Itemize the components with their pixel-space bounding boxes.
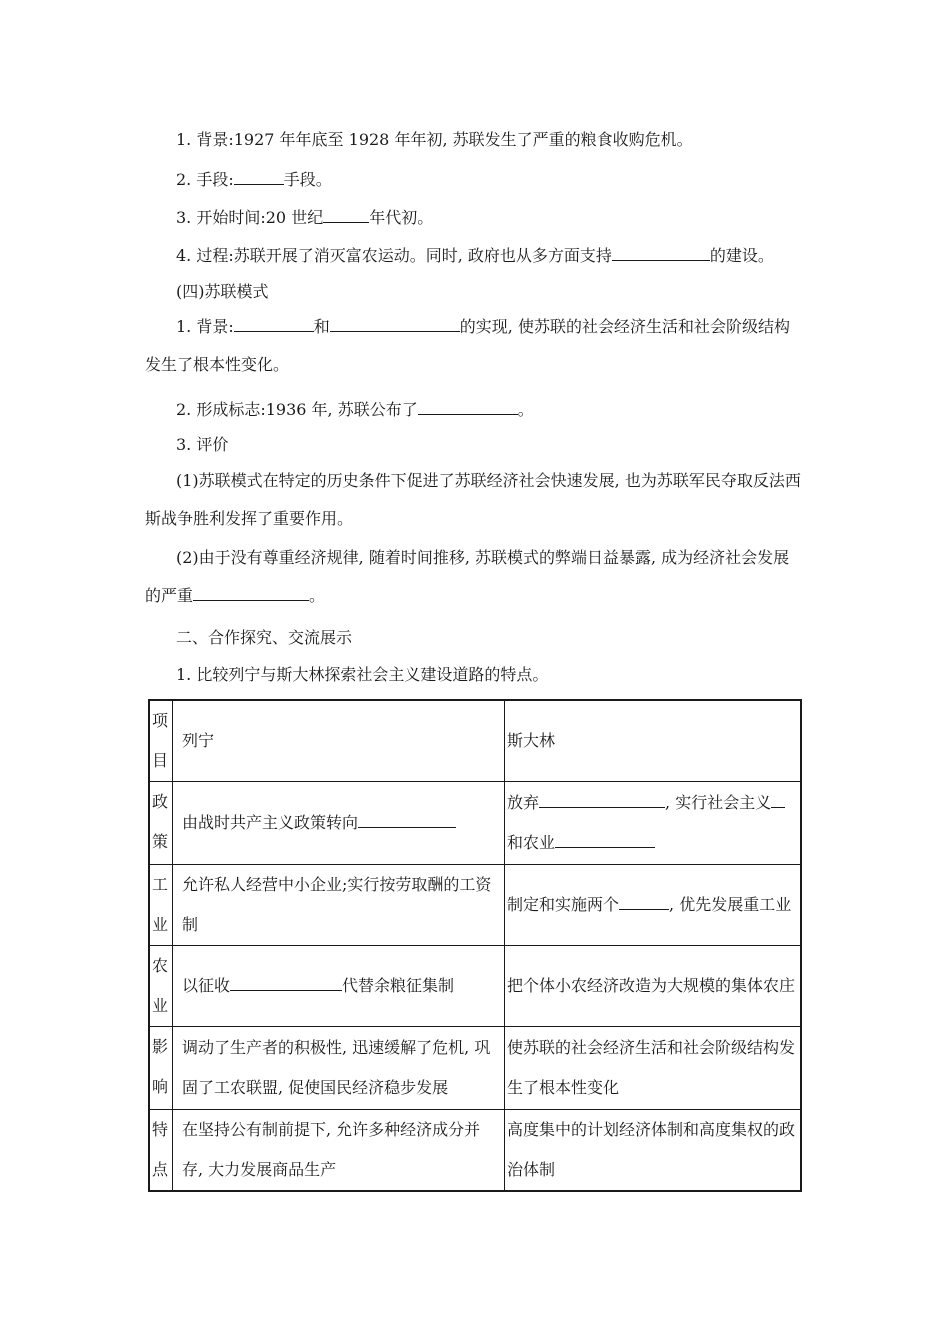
table-row	[149, 782, 801, 865]
fill-blank[interactable]	[612, 243, 710, 261]
table-row	[149, 865, 801, 946]
row-item: 工业	[149, 865, 173, 946]
row-item: 影响	[149, 1027, 173, 1110]
fill-blank[interactable]	[234, 167, 284, 185]
fill-blank[interactable]	[234, 314, 314, 332]
soviet-model-background: 1. 背景: 和 的实现, 使苏联的社会经济生活和社会阶级结构发生了根本性变化。	[145, 308, 805, 384]
soviet-model-evaluation-heading: 3. 评价	[176, 435, 229, 454]
collectivization-means: 2. 手段: 手段。	[176, 167, 836, 191]
fill-blank[interactable]	[619, 892, 669, 910]
header-lenin: 列宁	[173, 700, 505, 782]
stalin-cell: 把个体小农经济改造为大规模的集体农庄	[505, 946, 802, 1027]
fill-blank[interactable]	[418, 397, 518, 415]
table-row	[149, 1110, 801, 1192]
row-item: 政策	[149, 782, 173, 865]
collectivization-start-time: 3. 开始时间:20 世纪 年代初。	[176, 205, 836, 229]
row-item: 农业	[149, 946, 173, 1027]
table-row	[149, 1027, 801, 1110]
table-row	[149, 946, 801, 1027]
collectivization-background: 1. 背景:1927 年年底至 1928 年年初, 苏联发生了严重的粮食收购危机。	[176, 130, 693, 149]
fill-blank[interactable]	[358, 810, 456, 828]
soviet-model-formation: 2. 形成标志:1936 年, 苏联公布了 。	[176, 397, 836, 421]
section-2-heading: 二、合作探究、交流展示	[176, 628, 353, 647]
fill-blank[interactable]	[771, 790, 785, 808]
lenin-cell: 由战时共产主义政策转向	[173, 782, 505, 865]
question-1: 1. 比较列宁与斯大林探索社会主义建设道路的特点。	[176, 665, 549, 684]
header-stalin: 斯大林	[505, 700, 802, 782]
lenin-cell: 调动了生产者的积极性, 迅速缓解了危机, 巩固了工农联盟, 促使国民经济稳步发展	[173, 1027, 505, 1110]
comparison-table	[148, 699, 802, 1192]
soviet-model-eval-2: (2)由于没有尊重经济规律, 随着时间推移, 苏联模式的弊端日益暴露, 成为经济社会发展的严重 。	[145, 548, 790, 605]
collectivization-process: 4. 过程:苏联开展了消灭富农运动。同时, 政府也从多方面支持 的建设。	[176, 243, 836, 267]
stalin-cell: 放弃 , 实行社会主义 和农业	[505, 782, 802, 865]
soviet-model-heading: (四)苏联模式	[176, 282, 269, 301]
fill-blank[interactable]	[323, 205, 369, 223]
lenin-cell: 在坚持公有制前提下, 允许多种经济成分并存, 大力发展商品生产	[173, 1110, 505, 1192]
fill-blank[interactable]	[230, 973, 342, 991]
stalin-cell: 制定和实施两个 , 优先发展重工业	[505, 865, 802, 946]
fill-blank[interactable]	[193, 583, 309, 601]
lenin-cell: 以征收 代替余粮征集制	[173, 946, 505, 1027]
table-header-row	[149, 700, 801, 782]
stalin-cell: 使苏联的社会经济生活和社会阶级结构发生了根本性变化	[505, 1027, 802, 1110]
lenin-cell: 允许私人经营中小企业;实行按劳取酬的工资制	[173, 865, 505, 946]
fill-blank[interactable]	[555, 830, 655, 848]
fill-blank[interactable]	[539, 790, 665, 808]
header-item: 项目	[149, 700, 173, 782]
fill-blank[interactable]	[330, 314, 460, 332]
row-item: 特点	[149, 1110, 173, 1192]
soviet-model-eval-1: (1)苏联模式在特定的历史条件下促进了苏联经济社会快速发展, 也为苏联军民夺取反法西斯战争胜利发挥了重要作用。	[145, 471, 801, 528]
stalin-cell: 高度集中的计划经济体制和高度集权的政治体制	[505, 1110, 802, 1192]
